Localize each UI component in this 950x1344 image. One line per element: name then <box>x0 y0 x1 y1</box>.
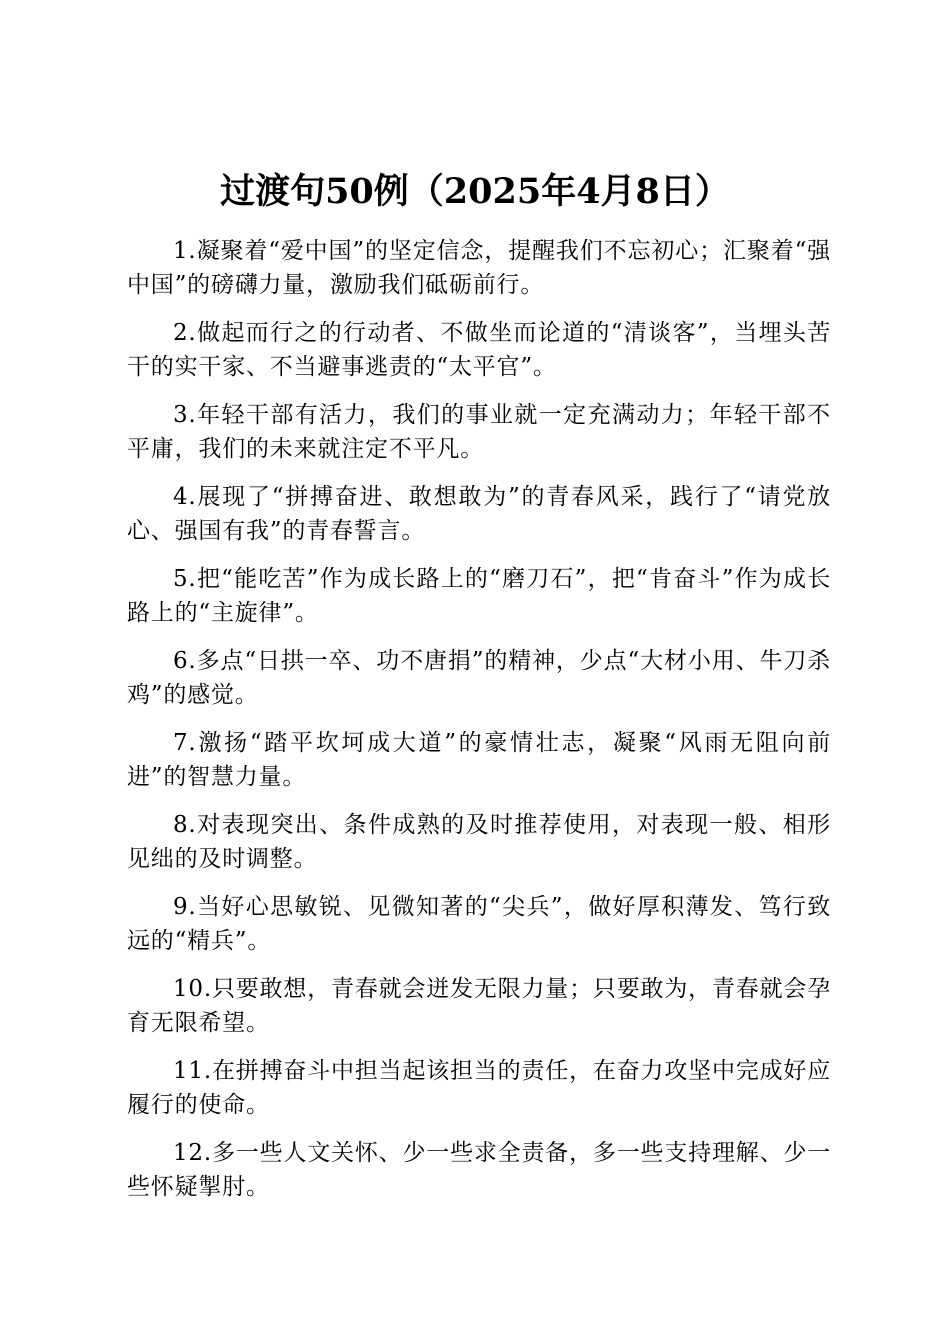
list-item: 6.多点“日拱一卒、功不唐捐”的精神，少点“大材小用、牛刀杀鸡”的感觉。 <box>127 648 831 708</box>
list-item: 8.对表现突出、条件成熟的及时推荐使用，对表现一般、相形见绌的及时调整。 <box>127 812 831 872</box>
list-item: 9.当好心思敏锐、见微知著的“尖兵”，做好厚积薄发、笃行致远的“精兵”。 <box>127 894 831 954</box>
list-item: 3.年轻干部有活力，我们的事业就一定充满动力；年轻干部不平庸，我们的未来就注定不平凡。 <box>127 402 831 462</box>
list-item: 11.在拼搏奋斗中担当起该担当的责任，在奋力攻坚中完成好应履行的使命。 <box>127 1058 831 1118</box>
item-list <box>127 234 831 1218</box>
list-item: 12.多一些人文关怀、少一些求全责备，多一些支持理解、少一些怀疑掣肘。 <box>127 1140 831 1200</box>
list-item: 10.只要敢想，青春就会迸发无限力量；只要敢为，青春就会孕育无限希望。 <box>127 976 831 1036</box>
list-item: 7.激扬“踏平坎坷成大道”的豪情壮志，凝聚“风雨无阻向前进”的智慧力量。 <box>127 730 831 790</box>
list-item: 2.做起而行之的行动者、不做坐而论道的“清谈客”，当埋头苦干的实干家、不当避事逃责的“太平官”。 <box>127 320 831 380</box>
list-item: 5.把“能吃苦”作为成长路上的“磨刀石”，把“肯奋斗”作为成长路上的“主旋律”。 <box>127 566 831 626</box>
list-item: 1.凝聚着“爱中国”的坚定信念，提醒我们不忘初心；汇聚着“强中国”的磅礴力量，激励我们砥砺前行。 <box>127 238 831 298</box>
list-item: 4.展现了“拼搏奋进、敢想敢为”的青春风采，践行了“请党放心、强国有我”的青春誓言。 <box>127 484 831 544</box>
document-title: 过渡句50例（2025年4月8日） <box>220 171 730 212</box>
